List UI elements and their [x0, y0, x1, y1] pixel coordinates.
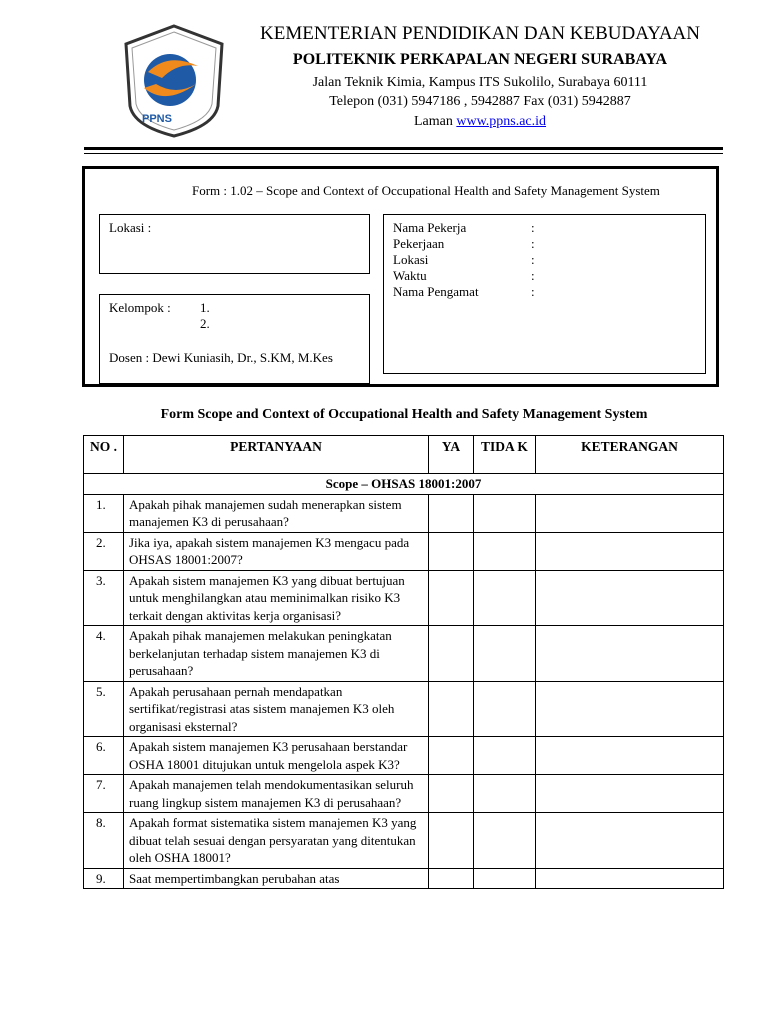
- svg-text:PPNS: PPNS: [142, 113, 172, 125]
- row-question: Apakah sistem manajemen K3 yang dibuat bertujuan untuk menghilangkan atau meminimalkan risiko K3 terkait dengan aktivitas kerja organisasi?: [124, 570, 429, 626]
- ya-cell[interactable]: [429, 626, 474, 682]
- field-pekerjaan: [393, 236, 696, 252]
- row-number: 2.: [84, 532, 124, 570]
- header-rule-thin: [84, 153, 723, 154]
- lokasi-box: [99, 214, 370, 274]
- ya-cell[interactable]: [429, 681, 474, 737]
- web-line: [230, 114, 730, 130]
- row-number: 5.: [84, 681, 124, 737]
- ya-cell[interactable]: [429, 868, 474, 889]
- ministry-heading: KEMENTERIAN PENDIDIKAN DAN KEBUDAYAAN: [260, 23, 700, 44]
- table-row: [84, 626, 724, 682]
- keterangan-cell[interactable]: [536, 626, 724, 682]
- row-number: 6.: [84, 737, 124, 775]
- field-label: Lokasi: [393, 252, 429, 267]
- table-row: [84, 681, 724, 737]
- keterangan-cell[interactable]: [536, 868, 724, 889]
- tidak-cell[interactable]: [474, 532, 536, 570]
- lokasi-label: Lokasi :: [109, 220, 152, 235]
- ya-cell[interactable]: [429, 494, 474, 532]
- header-tidak: TIDA K: [474, 436, 536, 474]
- field-nama-pengamat: [393, 284, 696, 300]
- tidak-cell[interactable]: [474, 868, 536, 889]
- ya-cell[interactable]: [429, 570, 474, 626]
- table-row: [84, 868, 724, 889]
- institution-heading: POLITEKNIK PERKAPALAN NEGERI SURABAYA: [292, 51, 668, 68]
- row-question: Apakah perusahaan pernah mendapatkan sertifikat/registrasi atas sistem manajemen K3 oleh organisasi eksternal?: [124, 681, 429, 737]
- row-question: Apakah format sistematika sistem manajemen K3 yang dibuat telah sesuai dengan persyaratan yang ditentukan oleh OSHA 18001?: [124, 813, 429, 869]
- section-row: [84, 474, 724, 495]
- tidak-cell[interactable]: [474, 494, 536, 532]
- kelompok-item-1: 1.: [200, 300, 210, 315]
- field-lokasi: [393, 252, 696, 268]
- ya-cell[interactable]: [429, 775, 474, 813]
- keterangan-cell[interactable]: [536, 570, 724, 626]
- field-label: Nama Pekerja: [393, 220, 467, 235]
- ya-cell[interactable]: [429, 532, 474, 570]
- table-row: [84, 532, 724, 570]
- header-keterangan: KETERANGAN: [536, 436, 724, 474]
- row-question: Saat mempertimbangkan perubahan atas: [124, 868, 429, 889]
- table-row: [84, 737, 724, 775]
- keterangan-cell[interactable]: [536, 494, 724, 532]
- field-label: Waktu: [393, 268, 427, 283]
- field-sep: :: [531, 236, 535, 251]
- table-row: [84, 813, 724, 869]
- row-question: Apakah pihak manajemen melakukan peningkatan berkelanjutan terhadap sistem manajemen K3 di perusahaan?: [124, 626, 429, 682]
- form-code-title: Form : 1.02 – Scope and Context of Occupational Health and Safety Management System: [192, 183, 660, 198]
- keterangan-cell[interactable]: [536, 737, 724, 775]
- kelompok-label: Kelompok :: [109, 300, 171, 315]
- field-waktu: [393, 268, 696, 284]
- field-nama-pekerja: [393, 220, 696, 236]
- kelompok-box: [99, 294, 370, 384]
- tidak-cell[interactable]: [474, 570, 536, 626]
- keterangan-cell[interactable]: [536, 532, 724, 570]
- keterangan-cell[interactable]: [536, 813, 724, 869]
- address-line: Jalan Teknik Kimia, Kampus ITS Sukolilo, Surabaya 60111: [312, 75, 648, 90]
- dosen-text: Dosen : Dewi Kuniasih, Dr., S.KM, M.Kes: [109, 350, 333, 365]
- row-number: 7.: [84, 775, 124, 813]
- table-row: [84, 494, 724, 532]
- tidak-cell[interactable]: [474, 775, 536, 813]
- row-question: Jika iya, apakah sistem manajemen K3 mengacu pada OHSAS 18001:2007?: [124, 532, 429, 570]
- field-sep: :: [531, 252, 535, 267]
- row-question: Apakah pihak manajemen sudah menerapkan sistem manajemen K3 di perusahaan?: [124, 494, 429, 532]
- questionnaire-table: [83, 435, 724, 889]
- row-number: 4.: [84, 626, 124, 682]
- table-row: [84, 775, 724, 813]
- row-number: 9.: [84, 868, 124, 889]
- tidak-cell[interactable]: [474, 626, 536, 682]
- tidak-cell[interactable]: [474, 813, 536, 869]
- form-info-box: [82, 166, 719, 387]
- keterangan-cell[interactable]: [536, 681, 724, 737]
- ya-cell[interactable]: [429, 813, 474, 869]
- row-question: Apakah sistem manajemen K3 perusahaan berstandar OSHA 18001 ditujukan untuk mengelola aspek K3?: [124, 737, 429, 775]
- table-row: [84, 570, 724, 626]
- section-title: Scope – OHSAS 18001:2007: [84, 474, 724, 495]
- website-link[interactable]: www.ppns.ac.id: [456, 114, 547, 129]
- field-sep: :: [531, 220, 535, 235]
- header-ya: YA: [429, 436, 474, 474]
- row-number: 3.: [84, 570, 124, 626]
- tidak-cell[interactable]: [474, 681, 536, 737]
- field-sep: :: [531, 268, 535, 283]
- header-no: NO .: [84, 436, 124, 474]
- tidak-cell[interactable]: [474, 737, 536, 775]
- ya-cell[interactable]: [429, 737, 474, 775]
- field-label: Nama Pengamat: [393, 284, 479, 299]
- phone-line: Telepon (031) 5947186 , 5942887 Fax (031) 5942887: [329, 94, 631, 109]
- keterangan-cell[interactable]: [536, 775, 724, 813]
- row-question: Apakah manajemen telah mendokumentasikan seluruh ruang lingkup sistem manajemen K3 di perusahaan?: [124, 775, 429, 813]
- field-sep: :: [531, 284, 535, 299]
- worker-info-box: [383, 214, 706, 374]
- field-label: Pekerjaan: [393, 236, 445, 251]
- row-number: 8.: [84, 813, 124, 869]
- web-label: Laman: [413, 114, 453, 129]
- table-title: Form Scope and Context of Occupational Health and Safety Management System: [160, 407, 648, 422]
- header-rule-thick: [84, 147, 723, 150]
- ppns-logo: [118, 22, 230, 140]
- table-header-row: [84, 436, 724, 474]
- kelompok-item-2: 2.: [200, 316, 210, 331]
- row-number: 1.: [84, 494, 124, 532]
- header-question: PERTANYAAN: [124, 436, 429, 474]
